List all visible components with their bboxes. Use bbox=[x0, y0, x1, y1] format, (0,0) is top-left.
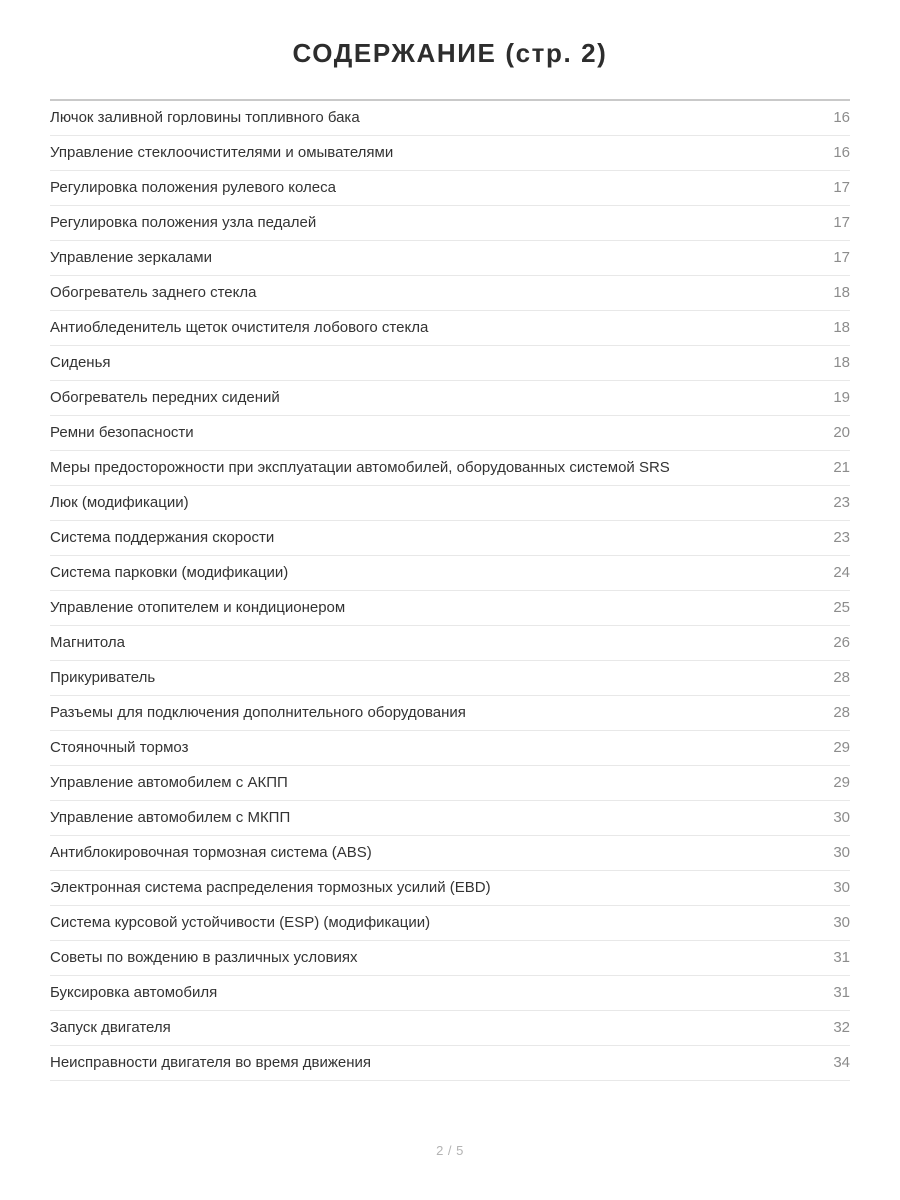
toc-entry-title[interactable]: Регулировка положения узла педалей bbox=[50, 206, 833, 241]
toc-entry-title[interactable]: Управление стеклоочистителями и омывателями bbox=[50, 136, 833, 171]
toc-entry-page-number: 25 bbox=[833, 591, 850, 626]
toc-entry-title[interactable]: Обогреватель заднего стекла bbox=[50, 276, 833, 311]
toc-entry-page-number: 31 bbox=[833, 976, 850, 1011]
toc-row[interactable] bbox=[50, 521, 850, 556]
toc-entry-page-number: 30 bbox=[833, 801, 850, 836]
toc-entry-page-number: 17 bbox=[833, 241, 850, 276]
toc-row[interactable] bbox=[50, 241, 850, 276]
toc-entry-page-number: 18 bbox=[833, 346, 850, 381]
table-of-contents bbox=[50, 101, 850, 1081]
toc-entry-title[interactable]: Сиденья bbox=[50, 346, 833, 381]
toc-entry-title[interactable]: Неисправности двигателя во время движения bbox=[50, 1046, 833, 1081]
toc-row[interactable] bbox=[50, 206, 850, 241]
toc-row[interactable] bbox=[50, 976, 850, 1011]
toc-entry-title[interactable]: Разъемы для подключения дополнительного оборудования bbox=[50, 696, 833, 731]
toc-entry-title[interactable]: Система курсовой устойчивости (ESP) (модификации) bbox=[50, 906, 833, 941]
toc-entry-title[interactable]: Антиблокировочная тормозная система (ABS) bbox=[50, 836, 833, 871]
toc-row[interactable] bbox=[50, 626, 850, 661]
toc-entry-page-number: 24 bbox=[833, 556, 850, 591]
toc-entry-title[interactable]: Управление автомобилем с МКПП bbox=[50, 801, 833, 836]
toc-entry-title[interactable]: Запуск двигателя bbox=[50, 1011, 833, 1046]
toc-entry-title[interactable]: Лючок заливной горловины топливного бака bbox=[50, 101, 833, 136]
toc-row[interactable] bbox=[50, 276, 850, 311]
toc-body bbox=[50, 101, 850, 1081]
toc-row[interactable] bbox=[50, 171, 850, 206]
toc-row[interactable] bbox=[50, 661, 850, 696]
toc-entry-title[interactable]: Управление отопителем и кондиционером bbox=[50, 591, 833, 626]
toc-entry-page-number: 30 bbox=[833, 906, 850, 941]
toc-row[interactable] bbox=[50, 486, 850, 521]
toc-entry-title[interactable]: Прикуриватель bbox=[50, 661, 833, 696]
toc-entry-title[interactable]: Управление автомобилем с АКПП bbox=[50, 766, 833, 801]
toc-row[interactable] bbox=[50, 1011, 850, 1046]
toc-row[interactable] bbox=[50, 556, 850, 591]
toc-entry-title[interactable]: Управление зеркалами bbox=[50, 241, 833, 276]
toc-entry-page-number: 18 bbox=[833, 276, 850, 311]
toc-entry-page-number: 29 bbox=[833, 766, 850, 801]
toc-row[interactable] bbox=[50, 1046, 850, 1081]
toc-entry-page-number: 30 bbox=[833, 836, 850, 871]
page-title: СОДЕРЖАНИЕ (стр. 2) bbox=[292, 38, 608, 68]
toc-row[interactable] bbox=[50, 696, 850, 731]
toc-entry-page-number: 16 bbox=[833, 101, 850, 136]
toc-entry-page-number: 19 bbox=[833, 381, 850, 416]
toc-entry-page-number: 20 bbox=[833, 416, 850, 451]
page-footer: 2 / 5 bbox=[436, 1143, 464, 1158]
toc-entry-title[interactable]: Регулировка положения рулевого колеса bbox=[50, 171, 833, 206]
toc-row[interactable] bbox=[50, 871, 850, 906]
toc-entry-page-number: 18 bbox=[833, 311, 850, 346]
toc-row[interactable] bbox=[50, 311, 850, 346]
toc-entry-page-number: 34 bbox=[833, 1046, 850, 1081]
toc-row[interactable] bbox=[50, 346, 850, 381]
toc-entry-title[interactable]: Люк (модификации) bbox=[50, 486, 833, 521]
toc-row[interactable] bbox=[50, 416, 850, 451]
toc-entry-page-number: 17 bbox=[833, 171, 850, 206]
toc-entry-page-number: 30 bbox=[833, 871, 850, 906]
toc-entry-title[interactable]: Электронная система распределения тормозных усилий (EBD) bbox=[50, 871, 833, 906]
toc-entry-title[interactable]: Буксировка автомобиля bbox=[50, 976, 833, 1011]
toc-entry-title[interactable]: Стояночный тормоз bbox=[50, 731, 833, 766]
toc-entry-title[interactable]: Система поддержания скорости bbox=[50, 521, 833, 556]
toc-row[interactable] bbox=[50, 591, 850, 626]
toc-row[interactable] bbox=[50, 381, 850, 416]
toc-row[interactable] bbox=[50, 836, 850, 871]
toc-entry-title[interactable]: Магнитола bbox=[50, 626, 833, 661]
toc-entry-page-number: 29 bbox=[833, 731, 850, 766]
toc-entry-page-number: 16 bbox=[833, 136, 850, 171]
toc-row[interactable] bbox=[50, 801, 850, 836]
toc-row[interactable] bbox=[50, 101, 850, 136]
toc-row[interactable] bbox=[50, 731, 850, 766]
toc-entry-title[interactable]: Советы по вождению в различных условиях bbox=[50, 941, 833, 976]
toc-entry-page-number: 28 bbox=[833, 696, 850, 731]
toc-entry-title[interactable]: Система парковки (модификации) bbox=[50, 556, 833, 591]
toc-row[interactable] bbox=[50, 906, 850, 941]
toc-entry-page-number: 23 bbox=[833, 486, 850, 521]
toc-entry-page-number: 26 bbox=[833, 626, 850, 661]
toc-entry-page-number: 23 bbox=[833, 521, 850, 556]
toc-entry-page-number: 21 bbox=[833, 451, 850, 486]
toc-entry-page-number: 17 bbox=[833, 206, 850, 241]
toc-row[interactable] bbox=[50, 941, 850, 976]
toc-entry-title[interactable]: Меры предосторожности при эксплуатации автомобилей, оборудованных системой SRS bbox=[50, 451, 833, 486]
toc-entry-title[interactable]: Антиобледенитель щеток очистителя лобового стекла bbox=[50, 311, 833, 346]
toc-entry-title[interactable]: Ремни безопасности bbox=[50, 416, 833, 451]
toc-row[interactable] bbox=[50, 766, 850, 801]
toc-row[interactable] bbox=[50, 451, 850, 486]
toc-entry-title[interactable]: Обогреватель передних сидений bbox=[50, 381, 833, 416]
toc-entry-page-number: 28 bbox=[833, 661, 850, 696]
toc-entry-page-number: 32 bbox=[833, 1011, 850, 1046]
toc-row[interactable] bbox=[50, 136, 850, 171]
toc-entry-page-number: 31 bbox=[833, 941, 850, 976]
